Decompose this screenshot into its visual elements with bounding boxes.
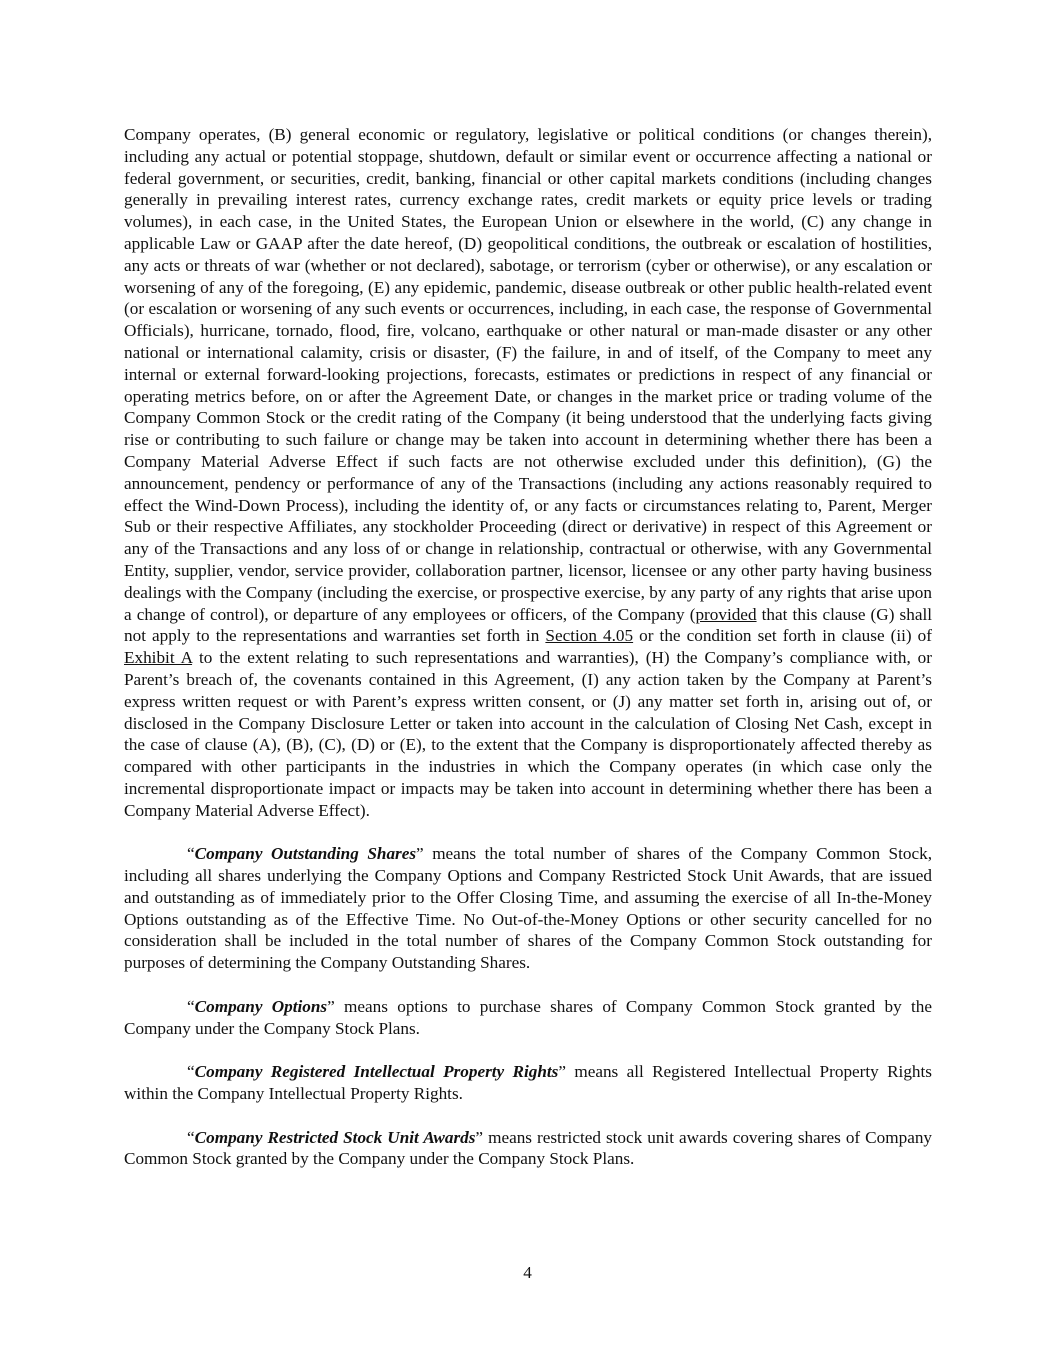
section-reference-link[interactable]: Section 4.05 [545,626,634,646]
defined-term: Company Outstanding Shares [194,844,417,864]
definition-company-rsu-awards: “Company Restricted Stock Unit Awards” means restricted stock unit awards covering shares of Company Common Stock granted by the Company under the Company Stock Plans. [124,1127,933,1169]
page-number: 4 [523,1263,532,1282]
continuation-paragraph: Company operates, (B) general economic or regulatory, legislative or political conditions (or changes therein), including any actual or potential stoppage, shutdown, default or similar event or occurrence affecting a national or federal government, or securities, credit, banking, financial or other capital markets conditions (including changes generally in prevailing interest rates, currency exchange rates, credit markets or equity price levels or trading volumes), in each case, in the United States, the European Union or elsewhere in the world, (C) any change in applicable Law or GAAP after the date hereof, (D) geopolitical conditions, the outbreak or escalation of hostilities, any acts or threats of war (whether or not declared), sabotage, or terrorism (cyber or otherwise), or any escalation or worsening of any of the foregoing, (E) any epidemic, pandemic, disease outbreak or other public health-related event (or escalation or worsening of any such events or occurrences, including, in each case, the response of Governmental Officials), hurricane, tornado, flood, fire, volcano, earthquake or other natural or man-made disaster or any other national or international calamity, crisis or disaster, (F) the failure, in and of itself, of the Company to meet any internal or external forward-looking projections, forecasts, estimates or predictions in respect of any financial or operating metrics before, on or after the Agreement Date, or changes in the market price or trading volume of the Company Common Stock or the credit rating of the Company (it being understood that the underlying facts giving rise or contributing to such failure or change may be taken into account in determining whether there has been a Company Material Adverse Effect if such facts are not otherwise excluded under this definition), (G) the announcement, pendency or performance of any of the Transactions (including any actions reasonably required to effect the Wind-Down Process), including the identity of, or any facts or circumstances relating to, Parent, Merger Sub or their respective Affiliates, any stockholder Proceeding (direct or derivative) in respect of this Agreement or any of the Transactions and any loss of or change in relationship, contractual or otherwise, with any Governmental Entity, supplier, vendor, service provider, collaboration partner, licensor, licensee or any other party having business dealings with the Company (including the exercise, or prospective exercise, by any party of any rights that arise upon a change of control), or departure of any employees or officers, of the Company (provided that this clause (G) shall not apply to the representations and warranties set forth in Section 4.05 or the condition set forth in clause (ii) of Exhibit A to the extent relating to such representations and warranties), (H) the Company’s compliance with, or Parent’s breach of, the covenants contained in this Agreement, (I) any action taken by the Company at Parent’s express written request or with Parent’s express written consent, or (J) any matter set forth in, arising out of, or disclosed in the Company Disclosure Letter or taken into account in the calculation of Closing Net Cash, except in the case of clause (A), (B), (C), (D) or (E), to the extent that the Company is disproportionately affected thereby as compared with other participants in the industries in which the Company operates (in which case only the incremental disproportionate impact or impacts may be taken into account in determining whether there has been a Company Material Adverse Effect). [124,125,932,820]
defined-term: Company Options [194,996,328,1016]
provided-term: provided [695,604,757,624]
document-body [124,124,932,1170]
definition-company-registered-ip-rights: “Company Registered Intellectual Property Rights” means all Registered Intellectual Property Rights within the Company Intellectual Property Rights. [124,1062,932,1104]
definition-company-options: “Company Options” means options to purchase shares of Company Common Stock granted by the Company under the Company Stock Plans. [124,996,933,1038]
exhibit-reference-link[interactable]: Exhibit A [124,648,193,668]
defined-term: Company Restricted Stock Unit Awards [194,1127,476,1147]
defined-term: Company Registered Intellectual Property Rights [194,1062,559,1082]
definition-company-outstanding-shares: “Company Outstanding Shares” means the total number of shares of the Company Common Stock, including all shares underlying the Company Options and Company Restricted Stock Unit Awards, that are issued and outstanding as of immediately prior to the Offer Closing Time, and assuming the exercise of all In-the-Money Options outstanding as of the Effective Time. No Out-of-the-Money Options or other security cancelled for no consideration shall be included in the total number of shares of the Company Common Stock outstanding for purposes of determining the Company Outstanding Shares. [124,844,932,973]
